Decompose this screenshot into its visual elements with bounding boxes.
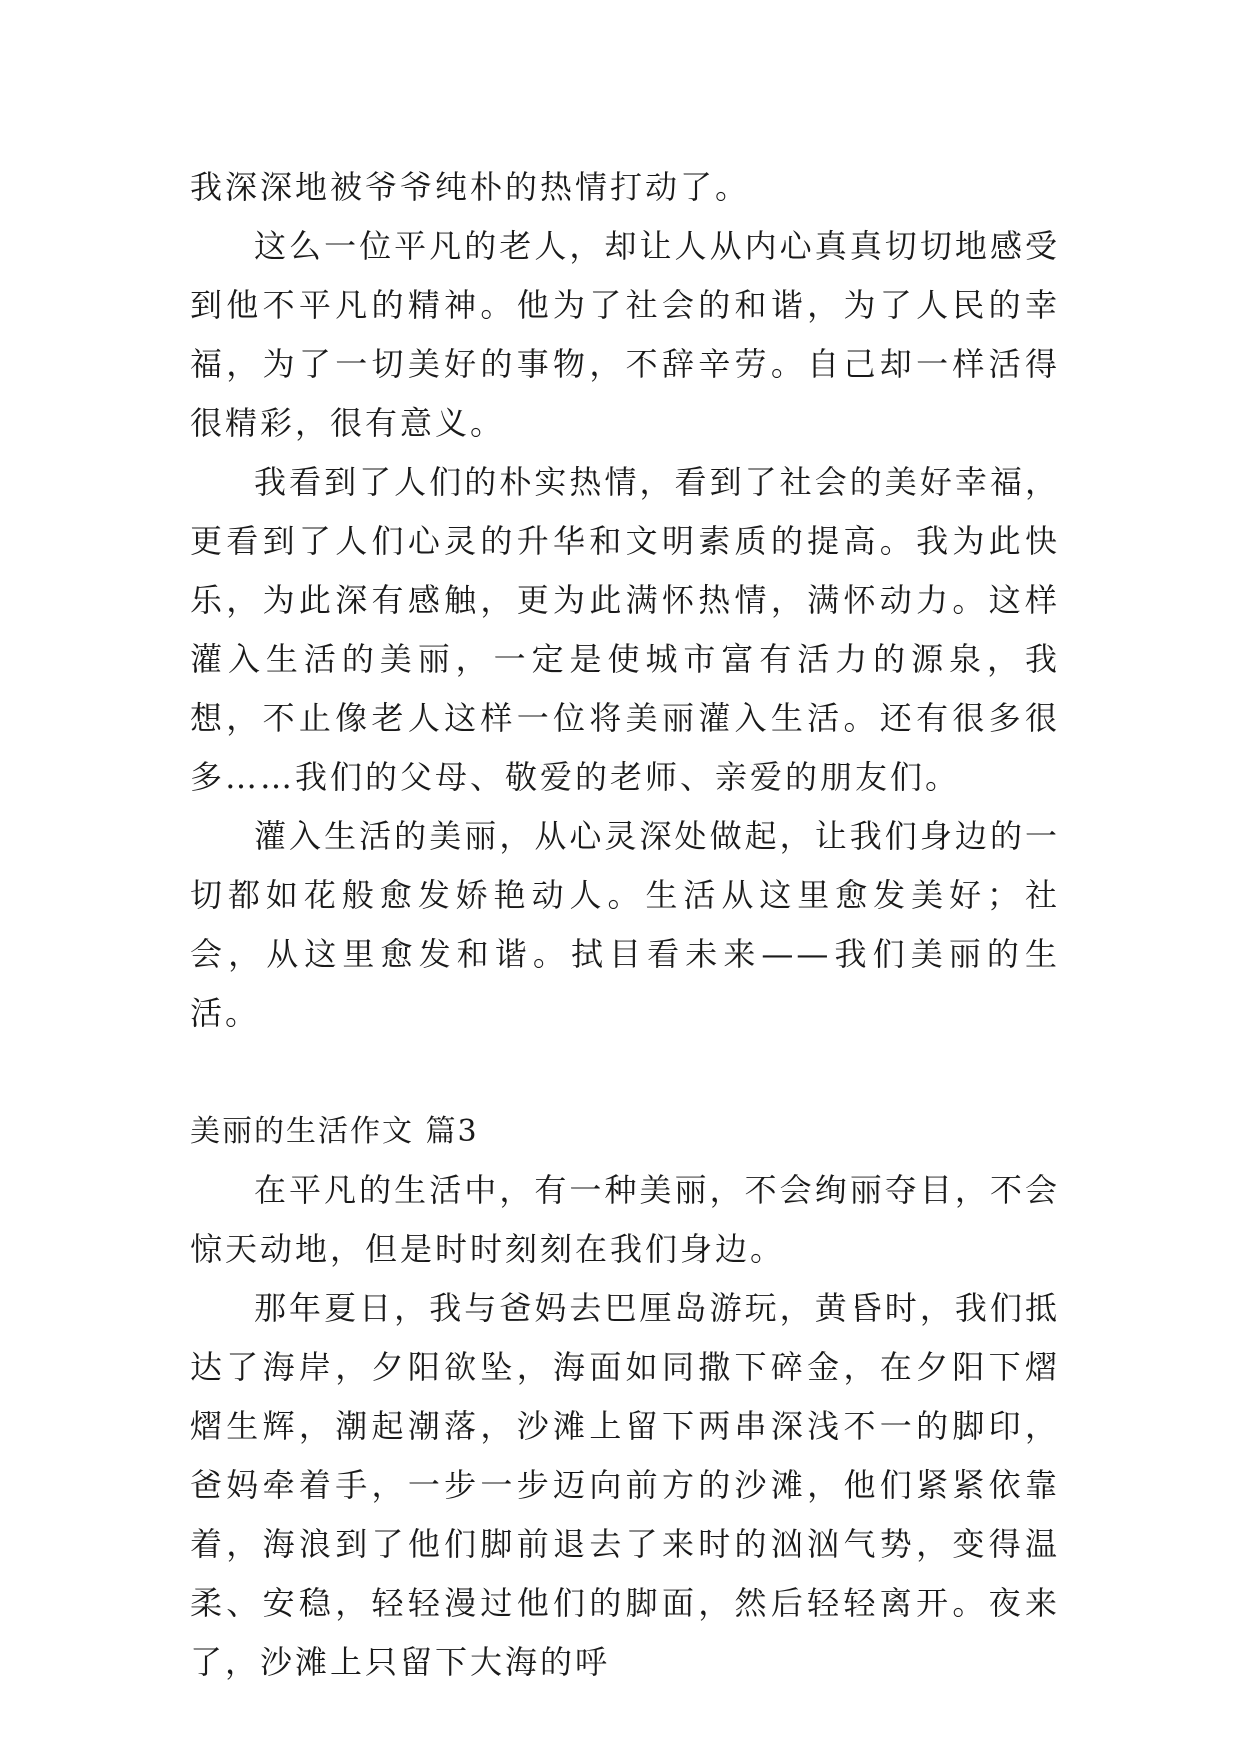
paragraph: 灌入生活的美丽，从心灵深处做起，让我们身边的一切都如花般愈发娇艳动人。生活从这里愈发美好；社会，从这里愈发和谐。拭目看未来——我们美丽的生活。	[190, 817, 1060, 1032]
document-body	[190, 158, 1060, 1692]
paragraph: 那年夏日，我与爸妈去巴厘岛游玩，黄昏时，我们抵达了海岸，夕阳欲坠，海面如同撒下碎金，在夕阳下熠熠生辉，潮起潮落，沙滩上留下两串深浅不一的脚印，爸妈牵着手，一步一步迈向前方的沙滩，他们紧紧依靠着，海浪到了他们脚前退去了来时的汹汹气势，变得温柔、安稳，轻轻漫过他们的脚面，然后轻轻离开。夜来了，沙滩上只留下大海的呼	[190, 1289, 1060, 1681]
paragraph: 在平凡的生活中，有一种美丽，不会绚丽夺目，不会惊天动地，但是时时刻刻在我们身边。	[190, 1171, 1060, 1268]
paragraph: 我看到了人们的朴实热情，看到了社会的美好幸福，更看到了人们心灵的升华和文明素质的提高。我为此快乐，为此深有感触，更为此满怀热情，满怀动力。这样灌入生活的美丽，一定是使城市富有活力的源泉，我想，不止像老人这样一位将美丽灌入生活。还有很多很多……我们的父母、敬爱的老师、亲爱的朋友们。	[190, 463, 1060, 796]
section-title: 美丽的生活作文 篇3	[190, 1114, 479, 1149]
paragraph: 我深深地被爷爷纯朴的热情打动了。	[190, 168, 751, 206]
paragraph: 这么一位平凡的老人，却让人从内心真真切切地感受到他不平凡的精神。他为了社会的和谐，为了人民的幸福，为了一切美好的事物，不辞辛劳。自己却一样活得很精彩，很有意义。	[190, 227, 1060, 442]
